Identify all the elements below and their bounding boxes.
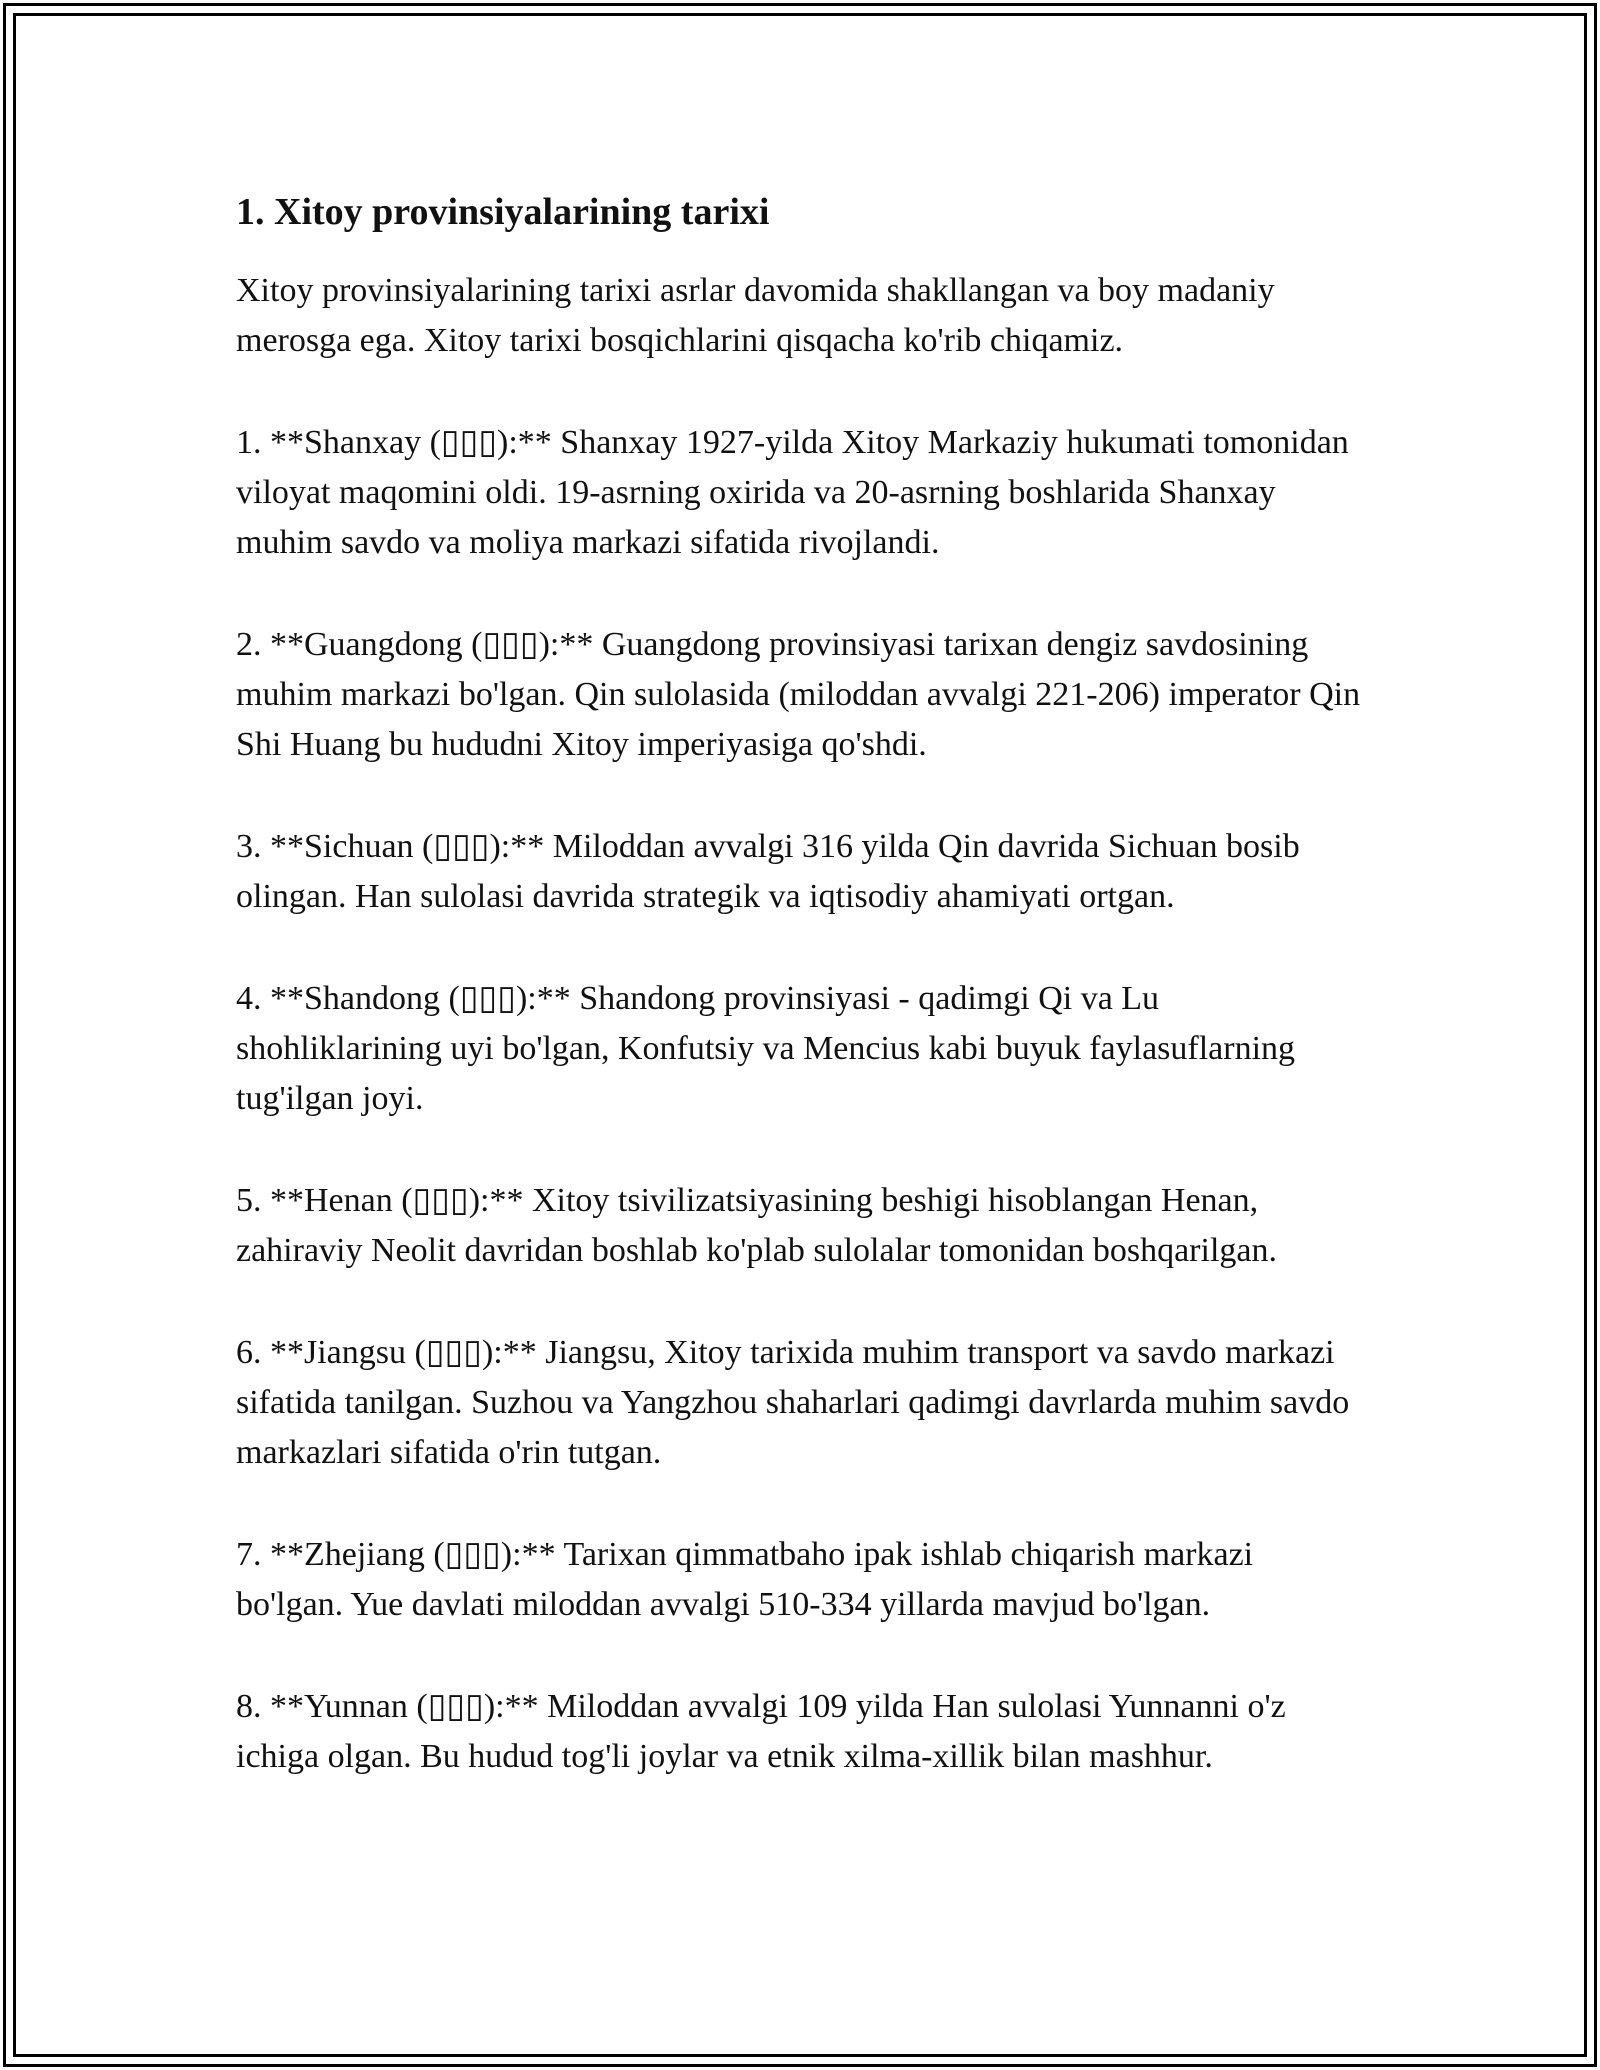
paragraph-jiangsu: 6. **Jiangsu (▯▯▯):** Jiangsu, Xitoy tarixida muhim transport va savdo markazi sifatida tanilgan. Suzhou va Yangzhou shaharlari qadimgi davrlarda muhim savdo markazlari sifatida o'rin tutgan. xyxy=(236,1334,1350,1471)
paragraph-shandong: 4. **Shandong (▯▯▯):** Shandong provinsiyasi - qadimgi Qi va Lu shohliklarining uyi bo'lgan, Konfutsiy va Mencius kabi buyuk faylasuflarning tug'ilgan joyi. xyxy=(236,980,1296,1117)
paragraph-sichuan: 3. **Sichuan (▯▯▯):** Miloddan avvalgi 316 yilda Qin davrida Sichuan bosib olingan. Han sulolasi davrida strategik va iqtisodiy ahamiyati ortgan. xyxy=(236,828,1300,915)
document-title: 1. Xitoy provinsiyalarining tarixi xyxy=(236,191,770,233)
paragraph-guangdong: 2. **Guangdong (▯▯▯):** Guangdong provinsiyasi tarixan dengiz savdosining muhim markazi bo'lgan. Qin sulolasida (miloddan avvalgi 221-206) imperator Qin Shi Huang bu hududni Xitoy imperiyasiga qo'shdi. xyxy=(236,626,1361,763)
paragraph-henan: 5. **Henan (▯▯▯):** Xitoy tsivilizatsiyasining beshigi hisoblangan Henan, zahiraviy Neolit davridan boshlab ko'plab sulolalar tomonidan boshqarilgan. xyxy=(236,1182,1277,1269)
paragraph-yunnan: 8. **Yunnan (▯▯▯):** Miloddan avvalgi 109 yilda Han sulolasi Yunnanni o'z ichiga olgan. Bu hudud tog'li joylar va etnik xilma-xillik bilan mashhur. xyxy=(236,1688,1286,1775)
paragraph-shanxay: 1. **Shanxay (▯▯▯):** Shanxay 1927-yilda Xitoy Markaziy hukumati tomonidan viloyat maqomini oldi. 19-asrning oxirida va 20-asrning boshlarida Shanxay muhim savdo va moliya markazi sifatida rivojlandi. xyxy=(236,424,1349,561)
intro-paragraph: Xitoy provinsiyalarining tarixi asrlar davomida shakllangan va boy madaniy merosga ega. Xitoy tarixi bosqichlarini qisqacha ko'rib chiqamiz. xyxy=(236,272,1275,359)
paragraph-zhejiang: 7. **Zhejiang (▯▯▯):** Tarixan qimmatbaho ipak ishlab chiqarish markazi bo'lgan. Yue davlati miloddan avvalgi 510-334 yillarda mavjud bo'lgan. xyxy=(236,1536,1254,1623)
document-body xyxy=(236,186,1366,1834)
